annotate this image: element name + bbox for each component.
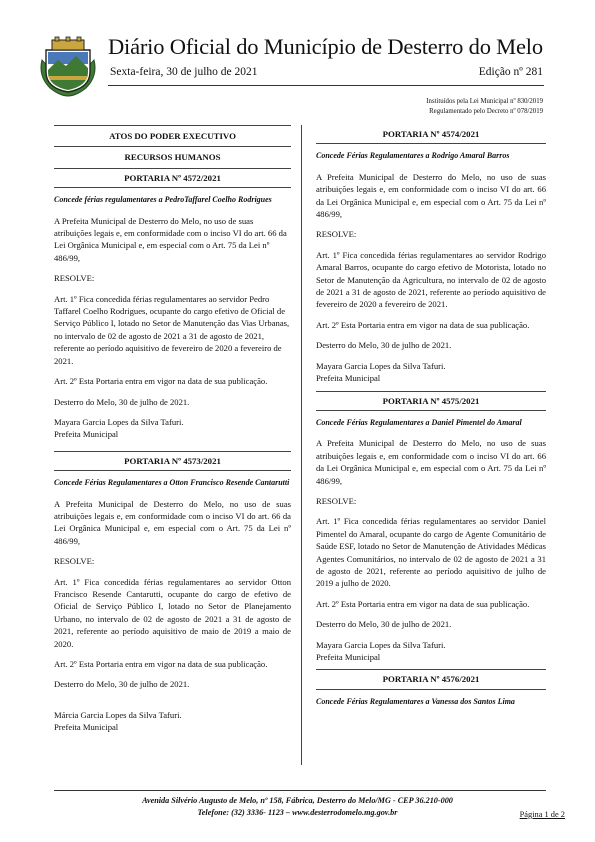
portaria-4575-ementa: Concede Férias Regulamentares a Daniel Pimentel do Amaral [316,417,522,427]
right-column [316,125,546,716]
portaria-4575-intro: A Prefeita Municipal de Desterro do Melo, no uso de suas atribuições legais e, em conformidade com o inciso VI do art. 66 da Lei Orgânica Municipal e, em especial com o Art. 75 da Lei nº 486/99, [316,438,546,486]
legal-basis [426,97,543,117]
portaria-4576-ementa: Concede Férias Regulamentares a Vanessa dos Santos Lima [316,696,515,706]
legal-basis-law: Instituídos pela Lei Municipal nº 830/2019 [426,98,543,105]
edition-number: Edição nº 281 [478,66,543,78]
portaria-4573-signer: Márcia Garcia Lopes da Silva Tafuri. [54,709,182,720]
portaria-4572-art2: Art. 2º Esta Portaria entra em vigor na data de sua publicação. [54,376,268,387]
portaria-4572-title: PORTARIA Nº 4572/2021 [54,169,291,188]
portaria-4575-resolve: RESOLVE: [316,495,357,506]
portaria-4574-art2: Art. 2º Esta Portaria entra em vigor na data de sua publicação. [316,319,530,330]
portaria-4574-art1: Art. 1º Fica concedida férias regulamentares ao servidor Rodrigo Amaral Barros, ocupante do cargo efetivo de Motorista, lotado no Setor de Manutenção da Agricultura, no intervalo de 02 de agosto de 2021 a 31 de agosto de 2021, referente ao período aquisitivo de fevereiro de 2020 a fevereiro de 2021. [316,249,546,310]
portaria-4573-local: Desterro do Melo, 30 de julho de 2021. [54,679,190,690]
portaria-4573-resolve: RESOLVE: [54,556,95,567]
gazette-title: Diário Oficial do Município de Desterro do Melo [108,34,543,59]
edition-date: Sexta-feira, 30 de julho de 2021 [110,66,258,78]
municipal-crest-icon [36,36,100,98]
portaria-4573-ementa: Concede Férias Regulamentares a Otton Francisco Resende Cantarutti [54,478,290,488]
portaria-4575-art2: Art. 2º Esta Portaria entra em vigor na data de sua publicação. [316,598,530,609]
portaria-4572-art1: Art. 1º Fica concedida férias regulamentares ao servidor Pedro Taffarel Coelho Rodrigues, ocupante do cargo efetivo de Oficial de Serviço Público I, lotado no Setor de Manutenção das Vias Urbanas, no intervalo de 02 de agosto de 2021 a 31 de agosto de 2021, referente ao período aquisitivo de fevereiro de 2020 a fevereiro de 2021. [54,293,290,366]
portaria-4572-signer: Mayara Garcia Lopes da Silva Tafuri. [54,416,184,427]
column-divider [301,125,302,765]
portaria-4575-title: PORTARIA Nº 4575/2021 [316,391,546,411]
portaria-4572-intro: A Prefeita Municipal de Desterro do Melo, no uso de suas atribuições legais e, em conformidade com o inciso VI do art. 66 da Lei Orgânica Municipal e, em especial com o Art. 75 da Lei nº 486/99, [54,215,287,263]
section-title-hr: RECURSOS HUMANOS [54,147,291,168]
portaria-4575-local: Desterro do Melo, 30 de julho de 2021. [316,619,452,630]
portaria-4576-title: PORTARIA Nº 4576/2021 [316,669,546,689]
portaria-4573-signer-role: Prefeita Municipal [54,722,119,733]
portaria-4575-signer: Mayara Garcia Lopes da Silva Tafuri. [316,639,446,650]
portaria-4573-art2: Art. 2º Esta Portaria entra em vigor na data de sua publicação. [54,659,268,669]
legal-basis-decree: Regulamentado pelo Decreto nº 078/2019 [429,108,543,115]
portaria-4574-ementa: Concede Férias Regulamentares a Rodrigo Amaral Barros [316,151,510,161]
portaria-4573-title: PORTARIA Nº 4573/2021 [54,451,291,471]
footer-address: Avenida Silvério Augusto de Melo, nº 158, Fábrica, Desterro do Melo/MG - CEP 36.210-000 [142,796,453,805]
portaria-4574-signer: Mayara Garcia Lopes da Silva Tafuri. [316,360,446,371]
portaria-4574-title: PORTARIA Nº 4574/2021 [316,125,546,144]
portaria-4574-local: Desterro do Melo, 30 de julho de 2021. [316,340,452,351]
left-column [54,125,291,734]
portaria-4574-signer-role: Prefeita Municipal [316,373,381,384]
footer-contact: Telefone: (32) 3336- 1123 – www.desterrodomelo.mg.gov.br [197,808,398,817]
header-divider [108,85,544,86]
portaria-4573-art1: Art. 1º Fica concedida férias regulamentares ao servidor Otton Francisco Resende Cantarutti, ocupante do cargo de efetivo de Oficial de Serviço Público I, lotado no Setor de Planejamento Urbano, no intervalo de 02 de agosto de 2021 a 31 de agosto de 2021, referente ao período aquisitivo de maio de 2019 a maio de 2020. [54,576,291,649]
section-title-executive: ATOS DO PODER EXECUTIVO [54,125,291,147]
portaria-4575-art1: Art. 1º Fica concedida férias regulamentares ao servidor Daniel Pimentel do Amaral, ocupante do cargo de Agente Comunitário de Saúde ESF, lotado no Setor de Manutenção de Atividades Médicas Agentes Comunitários, no intervalo de 02 de agosto de 2021 a 31 de agosto de 2021, referente ao período aquisitivo de julho de 2019 a julho de 2020. [316,516,546,589]
portaria-4572-signer-role: Prefeita Municipal [54,429,119,440]
portaria-4573-intro: A Prefeita Municipal de Desterro do Melo, no uso de suas atribuições legais e, em conformidade com o inciso VI do art. 66 da Lei Orgânica Municipal e, em especial com o Art. 75 da Lei nº 486/99, [54,498,291,546]
portaria-4572-resolve: RESOLVE: [54,273,95,284]
portaria-4572-local: Desterro do Melo, 30 de julho de 2021. [54,396,190,407]
footer-divider [54,790,546,791]
portaria-4574-intro: A Prefeita Municipal de Desterro do Melo, no uso de suas atribuições legais e, em conformidade com o inciso VI do art. 66 da Lei Orgânica Municipal e, em especial com o Art. 75 da Lei nº 486/99, [316,171,546,220]
portaria-4572-ementa: Concede férias regulamentares a PedroTaffarel Coelho Rodrigues [54,195,272,205]
portaria-4575-signer-role: Prefeita Municipal [316,652,381,662]
page-number: Página 1 de 2 [519,810,565,819]
portaria-4574-resolve: RESOLVE: [316,229,357,240]
